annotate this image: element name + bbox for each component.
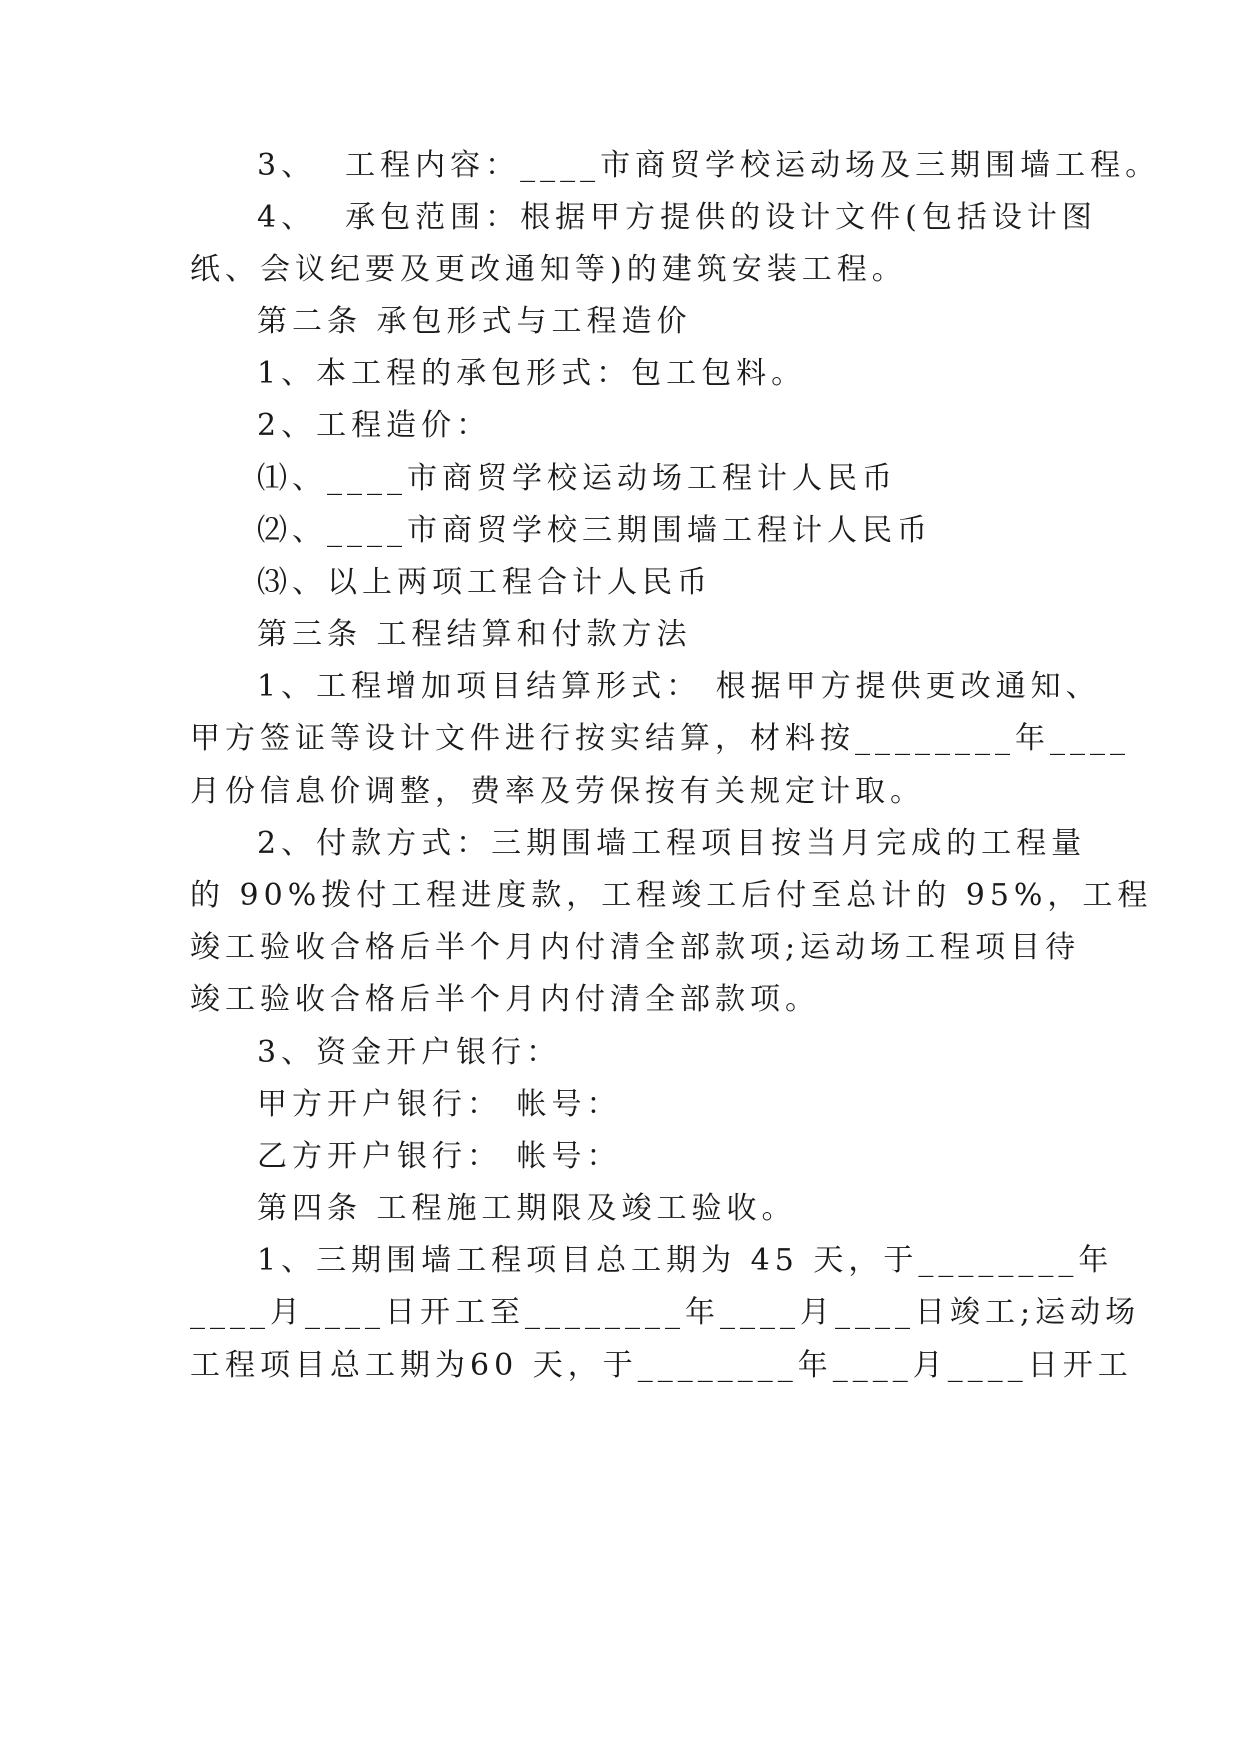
article-3-item-1-cont-2: 月份信息价调整，费率及劳保按有关规定计取。	[190, 774, 925, 809]
article-4-heading: 第四条 工程施工期限及竣工验收。	[257, 1191, 797, 1226]
article-4-item-1-cont-2: 工程项目总工期为60 天，于________年____月____日开工	[190, 1348, 1133, 1383]
article-4-item-1: 1、三期围墙工程项目总工期为 45 天，于________年	[257, 1243, 1114, 1278]
article-3-item-2-cont-2: 竣工验收合格后半个月内付清全部款项;运动场工程项目待	[190, 930, 1081, 965]
article-3-item-3: 3、资金开户银行：	[257, 1035, 562, 1070]
article-2-subitem-2: ⑵、____市商贸学校三期围墙工程计人民币	[257, 513, 932, 548]
article-3-item-1-cont-1: 甲方签证等设计文件进行按实结算，材料按________年____	[190, 721, 1130, 756]
article-2-subitem-1: ⑴、____市商贸学校运动场工程计人民币	[257, 461, 897, 496]
article-2-subitem-3: ⑶、以上两项工程合计人民币	[257, 565, 712, 600]
article-3-item-2-cont-1: 的 90%拨付工程进度款，工程竣工后付至总计的 95%，工程	[190, 878, 1153, 913]
article-4-item-1-cont-1: ____月____日开工至________年____月____日竣工;运动场	[190, 1295, 1141, 1330]
article-3-item-1: 1、工程增加项目结算形式： 根据甲方提供更改通知、	[257, 669, 1101, 704]
party-a-bank: 甲方开户银行： 帐号：	[257, 1087, 622, 1122]
clause-item-4-scope: 4、 承包范围：根据甲方提供的设计文件(包括设计图	[257, 200, 1097, 235]
clause-item-3-content: 3、 工程内容：____市商贸学校运动场及三期围墙工程。	[257, 148, 1161, 183]
article-2-heading: 第二条 承包形式与工程造价	[257, 304, 692, 339]
clause-item-4-scope-cont: 纸、会议纪要及更改通知等)的建筑安装工程。	[190, 252, 907, 287]
article-2-item-1: 1、本工程的承包形式：包工包料。	[257, 356, 807, 391]
article-3-item-2-cont-3: 竣工验收合格后半个月内付清全部款项。	[190, 982, 820, 1017]
article-3-heading: 第三条 工程结算和付款方法	[257, 617, 692, 652]
party-b-bank: 乙方开户银行： 帐号：	[257, 1139, 622, 1174]
article-3-item-2: 2、付款方式：三期围墙工程项目按当月完成的工程量	[257, 826, 1087, 861]
article-2-item-2: 2、工程造价：	[257, 408, 492, 443]
